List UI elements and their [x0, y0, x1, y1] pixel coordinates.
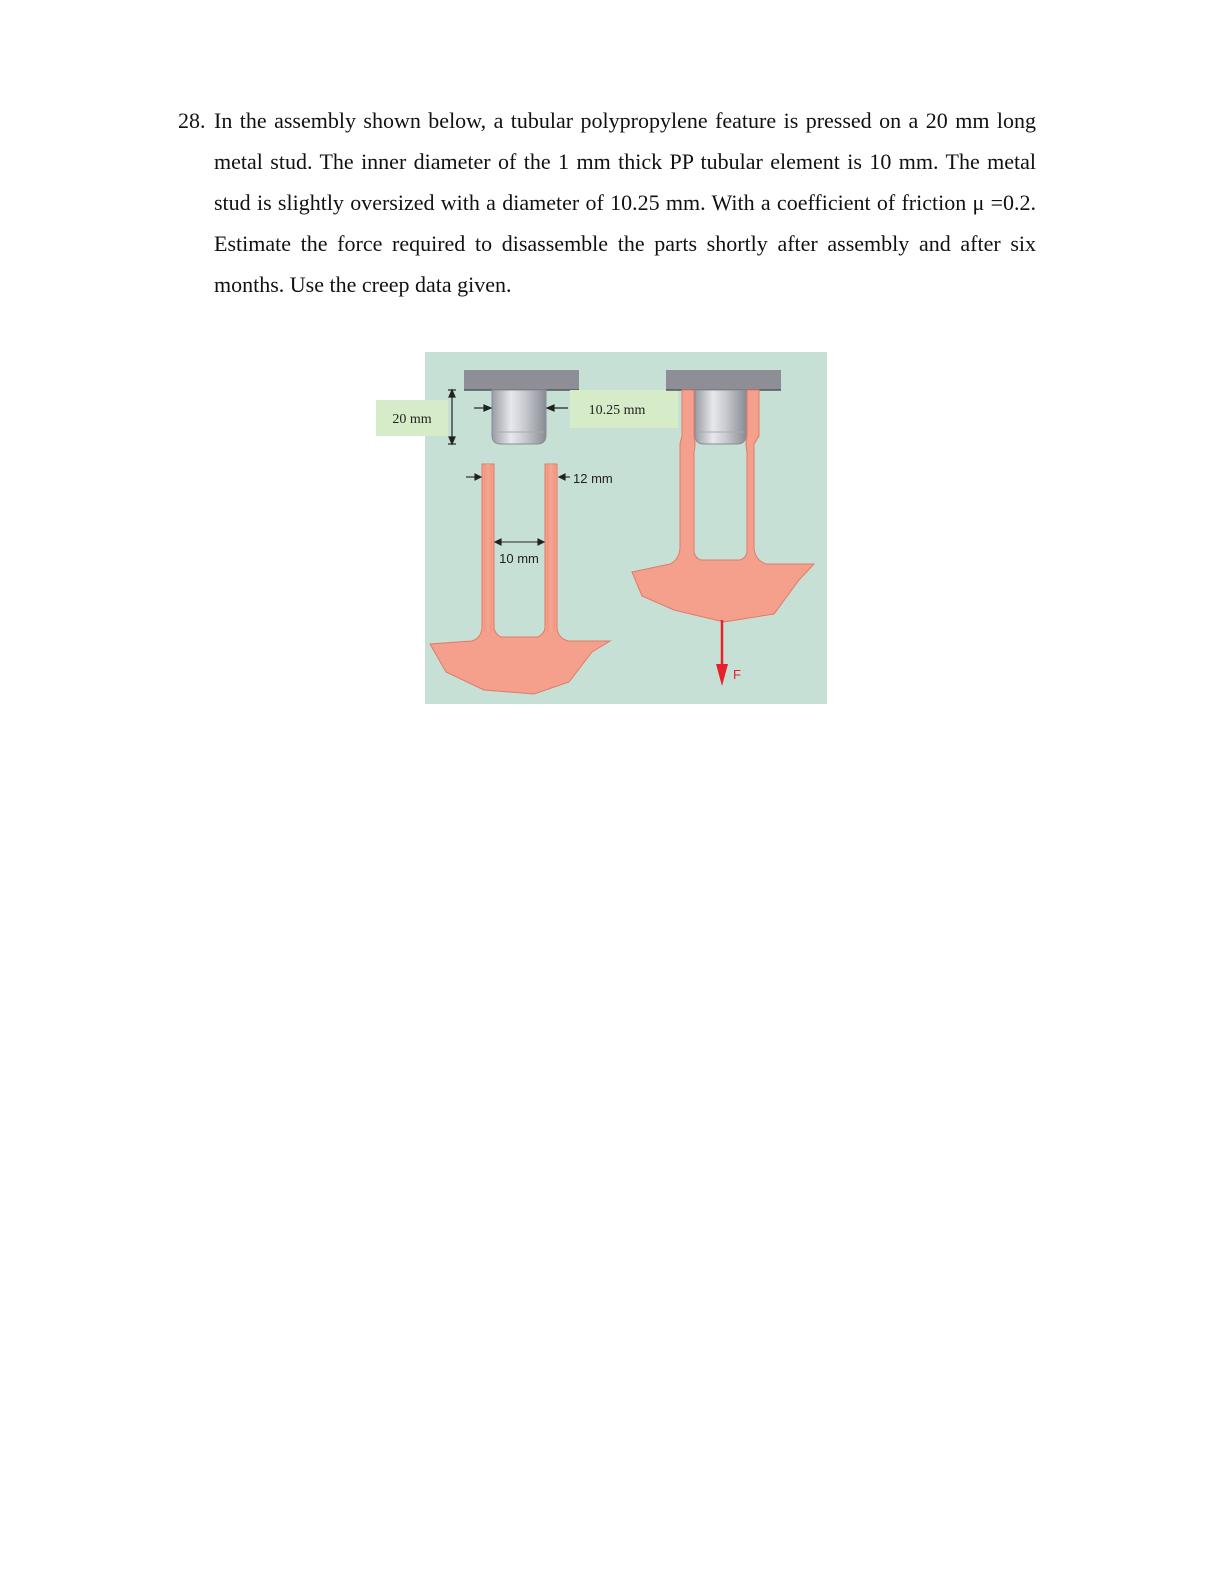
- right-metal-stud: [695, 390, 746, 444]
- label-stud-diameter: 10.25 mm: [588, 403, 646, 418]
- right-plate: [666, 370, 781, 390]
- label-outer-diameter: 12 mm: [573, 471, 613, 486]
- problem-number: 28.: [178, 108, 206, 133]
- label-force: F: [733, 667, 741, 682]
- left-metal-stud: [492, 390, 546, 444]
- label-inner-diameter: 10 mm: [499, 551, 539, 566]
- problem-28: [178, 100, 1036, 305]
- problem-text: In the assembly shown below, a tubular polypropylene feature is pressed on a 20 mm long metal stud. The inner diameter of the 1 mm thick PP tubular element is 10 mm. The metal stud is slightly oversized with a diameter of 10.25 mm. With a coefficient of friction μ =0.2. Estimate the force required to disassemble the parts shortly after assembly and after six months. Use the creep data given.: [214, 108, 1036, 297]
- label-stud-length: 20 mm: [392, 412, 432, 427]
- left-plate: [464, 370, 579, 390]
- assembly-figure: [374, 352, 828, 706]
